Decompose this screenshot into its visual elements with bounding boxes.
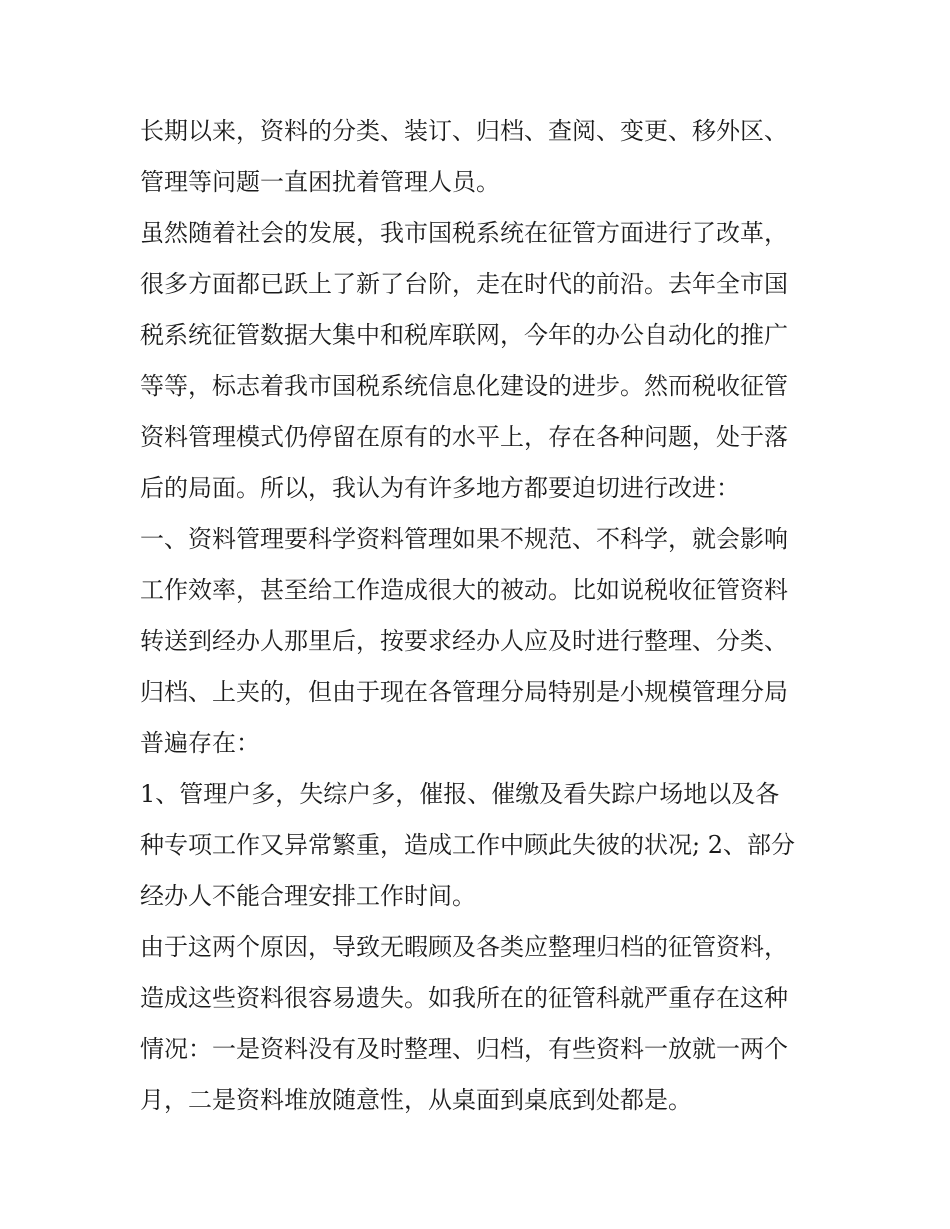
text-line: 等等，标志着我市国税系统信息化建设的进步。然而税收征管 bbox=[140, 372, 788, 400]
text-line: 种专项工作又异常繁重，造成工作中顾此失彼的状况; 2、部分 bbox=[140, 831, 795, 859]
text-line: 月，二是资料堆放随意性，从桌面到桌底到处都是。 bbox=[140, 1086, 692, 1114]
text-line: 情况：一是资料没有及时整理、归档，有些资料一放就一两个 bbox=[140, 1035, 788, 1063]
text-line: 工作效率，甚至给工作造成很大的被动。比如说税收征管资料 bbox=[140, 576, 788, 604]
text-line: 普遍存在： bbox=[140, 729, 260, 757]
text-line: 税系统征管数据大集中和税库联网，今年的办公自动化的推广 bbox=[140, 321, 788, 349]
text-line: 管理等问题一直困扰着管理人员。 bbox=[140, 168, 500, 196]
text-line: 一、资料管理要科学资料管理如果不规范、不科学，就会影响 bbox=[140, 525, 788, 553]
text-line: 很多方面都已跃上了新了台阶，走在时代的前沿。去年全市国 bbox=[140, 270, 788, 298]
text-line: 由于这两个原因，导致无暇顾及各类应整理归档的征管资料， bbox=[140, 933, 788, 961]
text-line: 归档、上夹的，但由于现在各管理分局特别是小规模管理分局 bbox=[140, 678, 788, 706]
text-line: 虽然随着社会的发展，我市国税系统在征管方面进行了改革， bbox=[140, 219, 788, 247]
text-line: 造成这些资料很容易遗失。如我所在的征管科就严重存在这种 bbox=[140, 984, 788, 1012]
document-body bbox=[140, 106, 820, 1126]
text-line: 经办人不能合理安排工作时间。 bbox=[140, 882, 476, 910]
text-line: 资料管理模式仍停留在原有的水平上，存在各种问题，处于落 bbox=[140, 423, 788, 451]
text-line: 转送到经办人那里后，按要求经办人应及时进行整理、分类、 bbox=[140, 627, 788, 655]
text-line: 长期以来，资料的分类、装订、归档、查阅、变更、移外区、 bbox=[140, 117, 788, 145]
text-line: 后的局面。所以，我认为有许多地方都要迫切进行改进： bbox=[140, 474, 740, 502]
text-line: 1、管理户多，失综户多，催报、催缴及看失踪户场地以及各 bbox=[140, 780, 780, 808]
